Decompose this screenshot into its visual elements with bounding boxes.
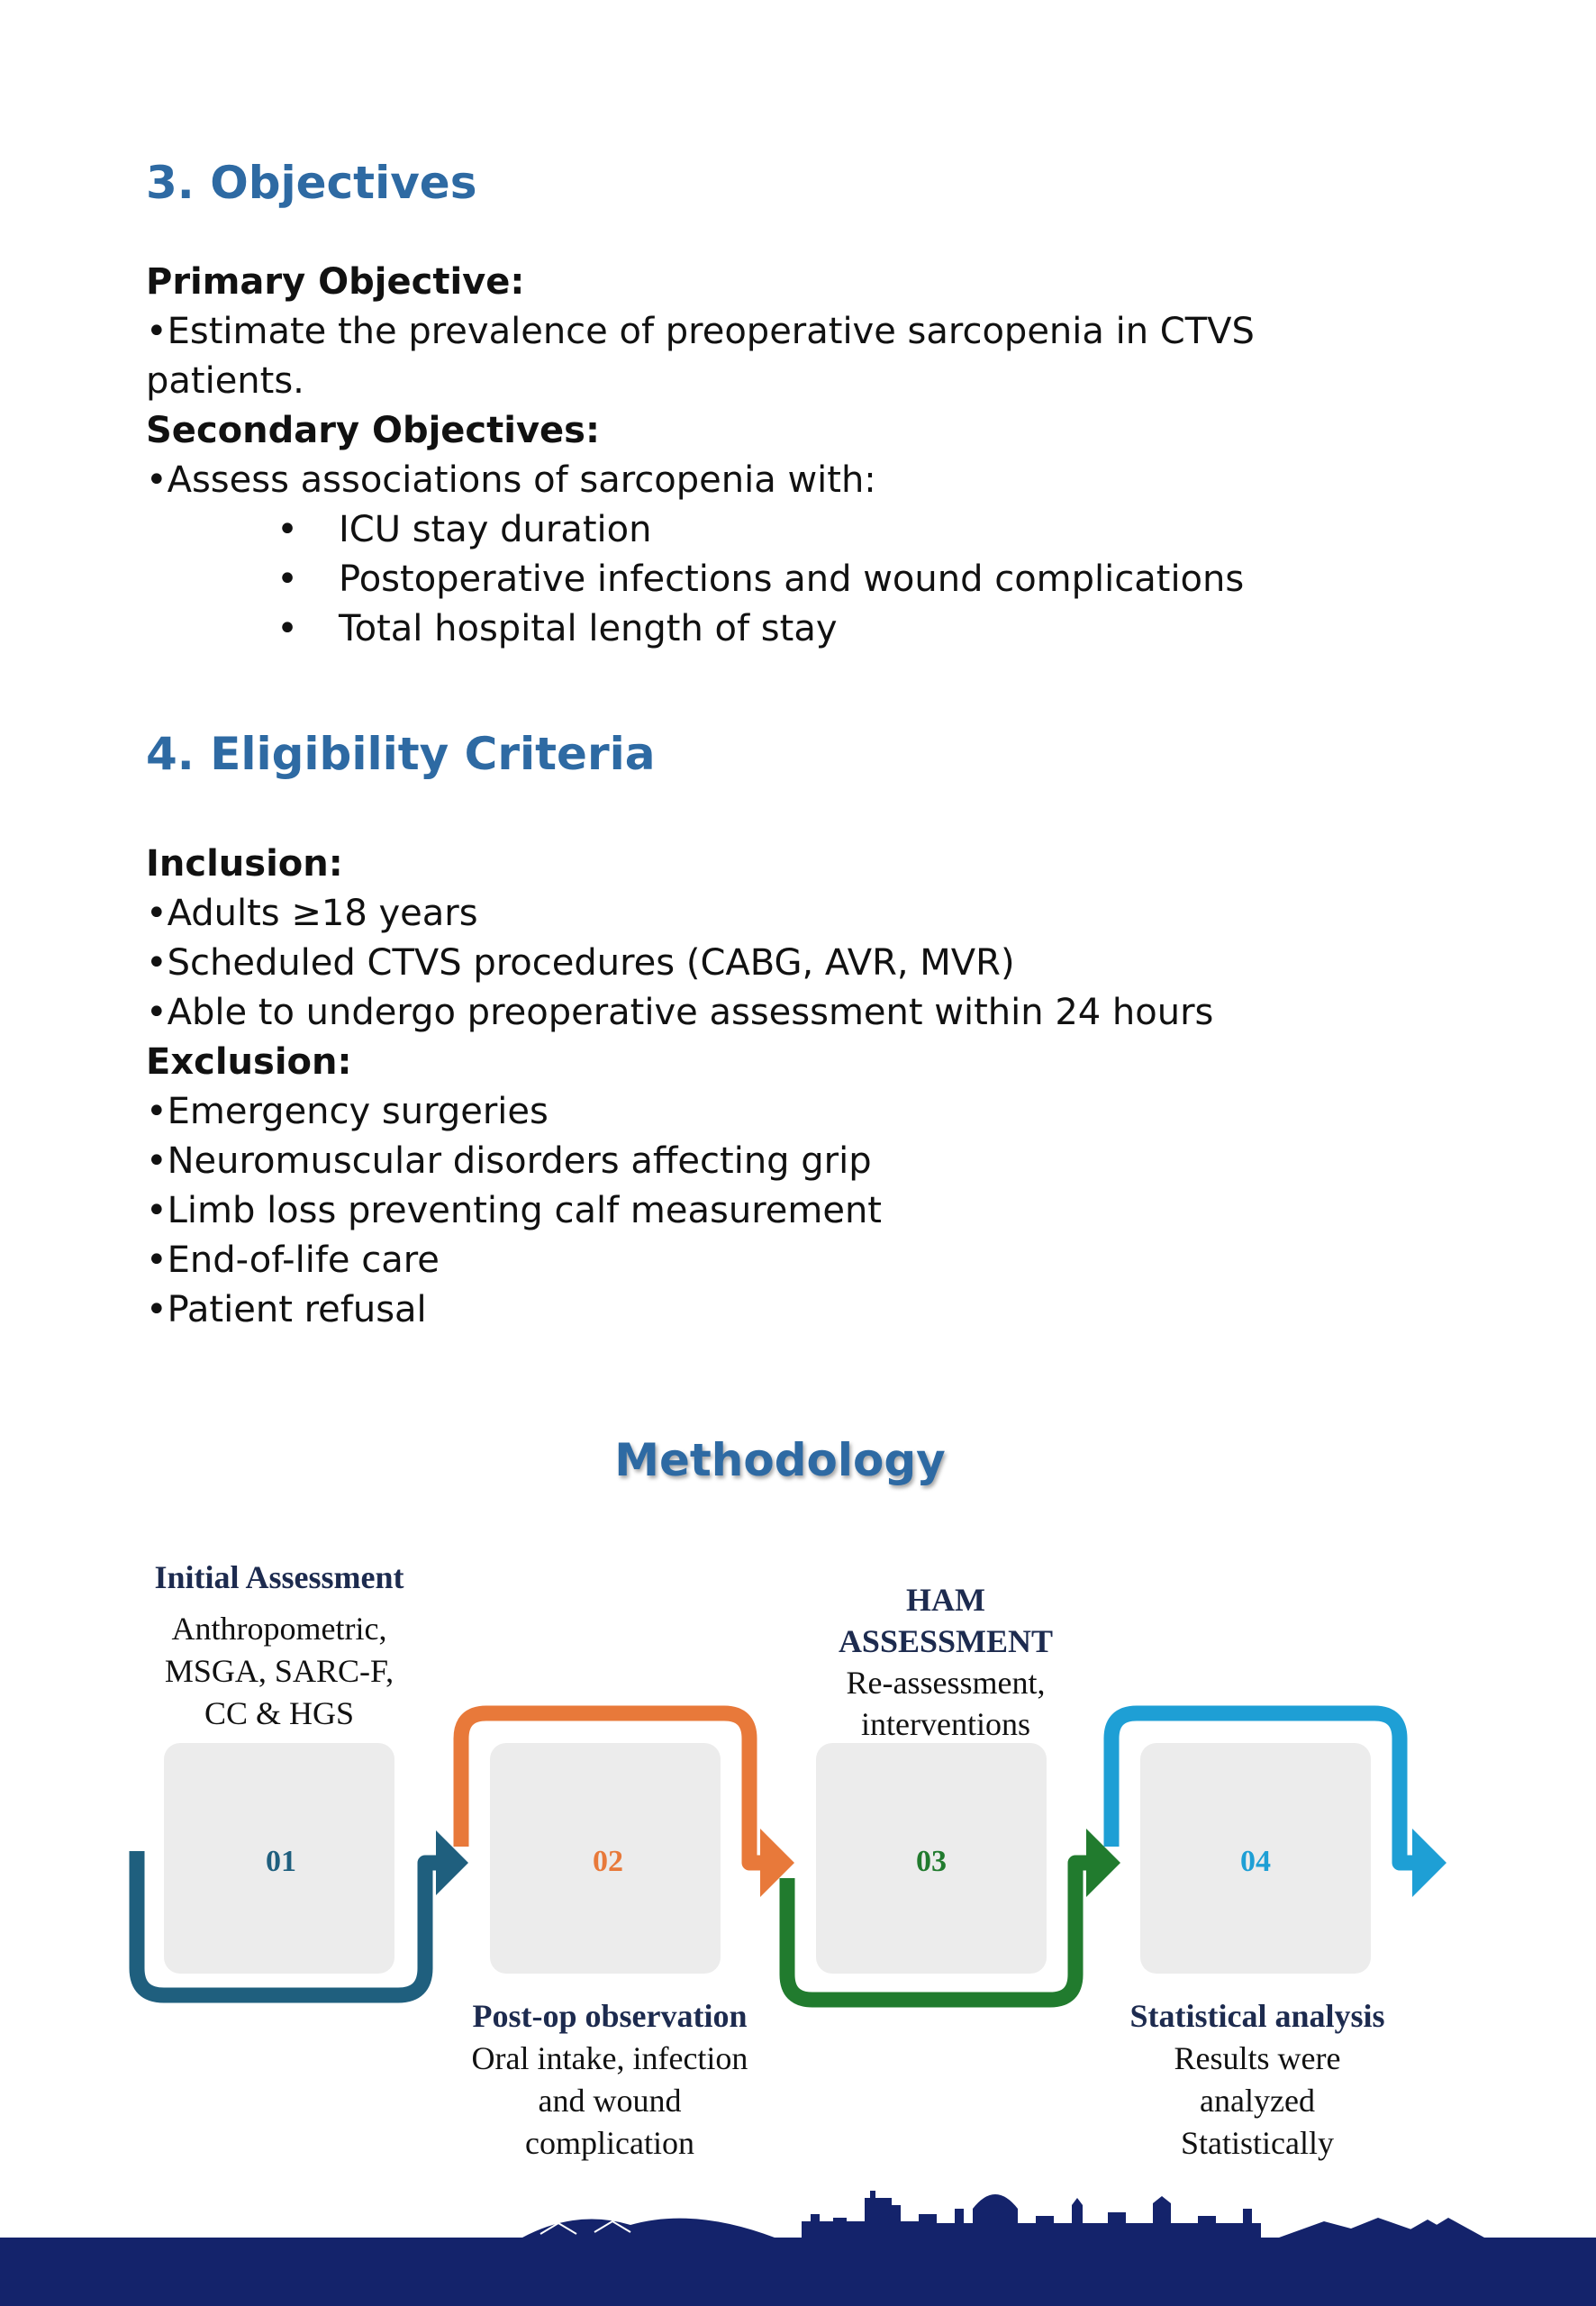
exclusion-item: •Neuromuscular disorders affecting grip: [146, 1140, 872, 1182]
primary-objective-label: Primary Objective:: [146, 261, 525, 303]
step-03-number: 03: [916, 1844, 947, 1878]
city-skyline-icon: [802, 2191, 1261, 2238]
step-02-desc-line: and wound: [538, 2083, 682, 2119]
step-02-label: [410, 1995, 810, 2165]
step-01-label: [99, 1557, 459, 1735]
step-02-number: 02: [593, 1844, 623, 1878]
step-04-desc-line: Statistically: [1181, 2125, 1334, 2161]
inclusion-item: •Able to undergo preoperative assessment within 24 hours: [146, 992, 1214, 1033]
inclusion-label: Inclusion:: [146, 843, 343, 885]
step-01-desc-line: Anthropometric,: [171, 1611, 387, 1647]
inclusion-item: •Scheduled CTVS procedures (CABG, AVR, MVR): [146, 942, 1015, 984]
bullet-icon: •: [277, 509, 298, 550]
step-03-desc-line: Re-assessment,: [846, 1665, 1046, 1701]
footer-skyline: [0, 2189, 1596, 2306]
inclusion-item: •Adults ≥18 years: [146, 893, 478, 934]
step-03-label: [748, 1579, 1144, 1745]
exclusion-item: •Patient refusal: [146, 1289, 427, 1330]
secondary-objectives-label: Secondary Objectives:: [146, 410, 600, 451]
step-04-desc-line: Results were: [1174, 2040, 1341, 2076]
methodology-title: Methodology: [614, 1434, 946, 1486]
bullet-icon: •: [277, 608, 298, 649]
step-02-desc-line: Oral intake, infection: [471, 2040, 748, 2076]
list-item-text: Total hospital length of stay: [339, 608, 838, 649]
step-03-desc-line: interventions: [861, 1706, 1030, 1742]
step-02-desc-line: complication: [525, 2125, 694, 2161]
footer-band: [0, 2238, 1596, 2306]
eligibility-heading: 4. Eligibility Criteria: [146, 728, 656, 780]
step-02-heading: Post-op observation: [472, 1998, 748, 2034]
exclusion-item: •End-of-life care: [146, 1239, 440, 1281]
primary-objective-line: •Estimate the prevalence of preoperative sarcopenia in CTVS: [146, 311, 1255, 352]
objectives-block: [146, 258, 1452, 654]
exclusion-item: •Limb loss preventing calf measurement: [146, 1190, 882, 1231]
list-item: [146, 604, 1452, 654]
step-01-heading: Initial Assessment: [154, 1559, 404, 1595]
step-04-heading: Statistical analysis: [1129, 1998, 1385, 2034]
left-bridge-icon: [522, 2219, 775, 2238]
list-item-text: Postoperative infections and wound complications: [339, 558, 1245, 600]
bullet-icon: •: [277, 558, 298, 600]
secondary-objectives-intro: •Assess associations of sarcopenia with:: [146, 459, 876, 501]
eligibility-block: [146, 840, 1452, 1335]
step-01-desc-line: CC & HGS: [204, 1695, 355, 1731]
exclusion-item: •Emergency surgeries: [146, 1091, 549, 1132]
step-04-label: [1057, 1995, 1457, 2165]
step-04-arrow-icon: [1412, 1829, 1446, 1897]
primary-objective-line: patients.: [146, 360, 304, 402]
list-item: [146, 505, 1452, 555]
list-item: [146, 555, 1452, 604]
step-03-heading: ASSESSMENT: [838, 1623, 1054, 1659]
exclusion-label: Exclusion:: [146, 1041, 352, 1083]
step-04-number: 04: [1240, 1844, 1271, 1878]
step-04-desc-line: analyzed: [1200, 2083, 1315, 2119]
list-item-text: ICU stay duration: [339, 509, 652, 550]
step-01-desc-line: MSGA, SARC-F,: [164, 1653, 394, 1689]
step-03-heading: HAM: [906, 1582, 985, 1618]
objectives-heading: 3. Objectives: [146, 157, 477, 209]
step-01-number: 01: [266, 1844, 296, 1878]
